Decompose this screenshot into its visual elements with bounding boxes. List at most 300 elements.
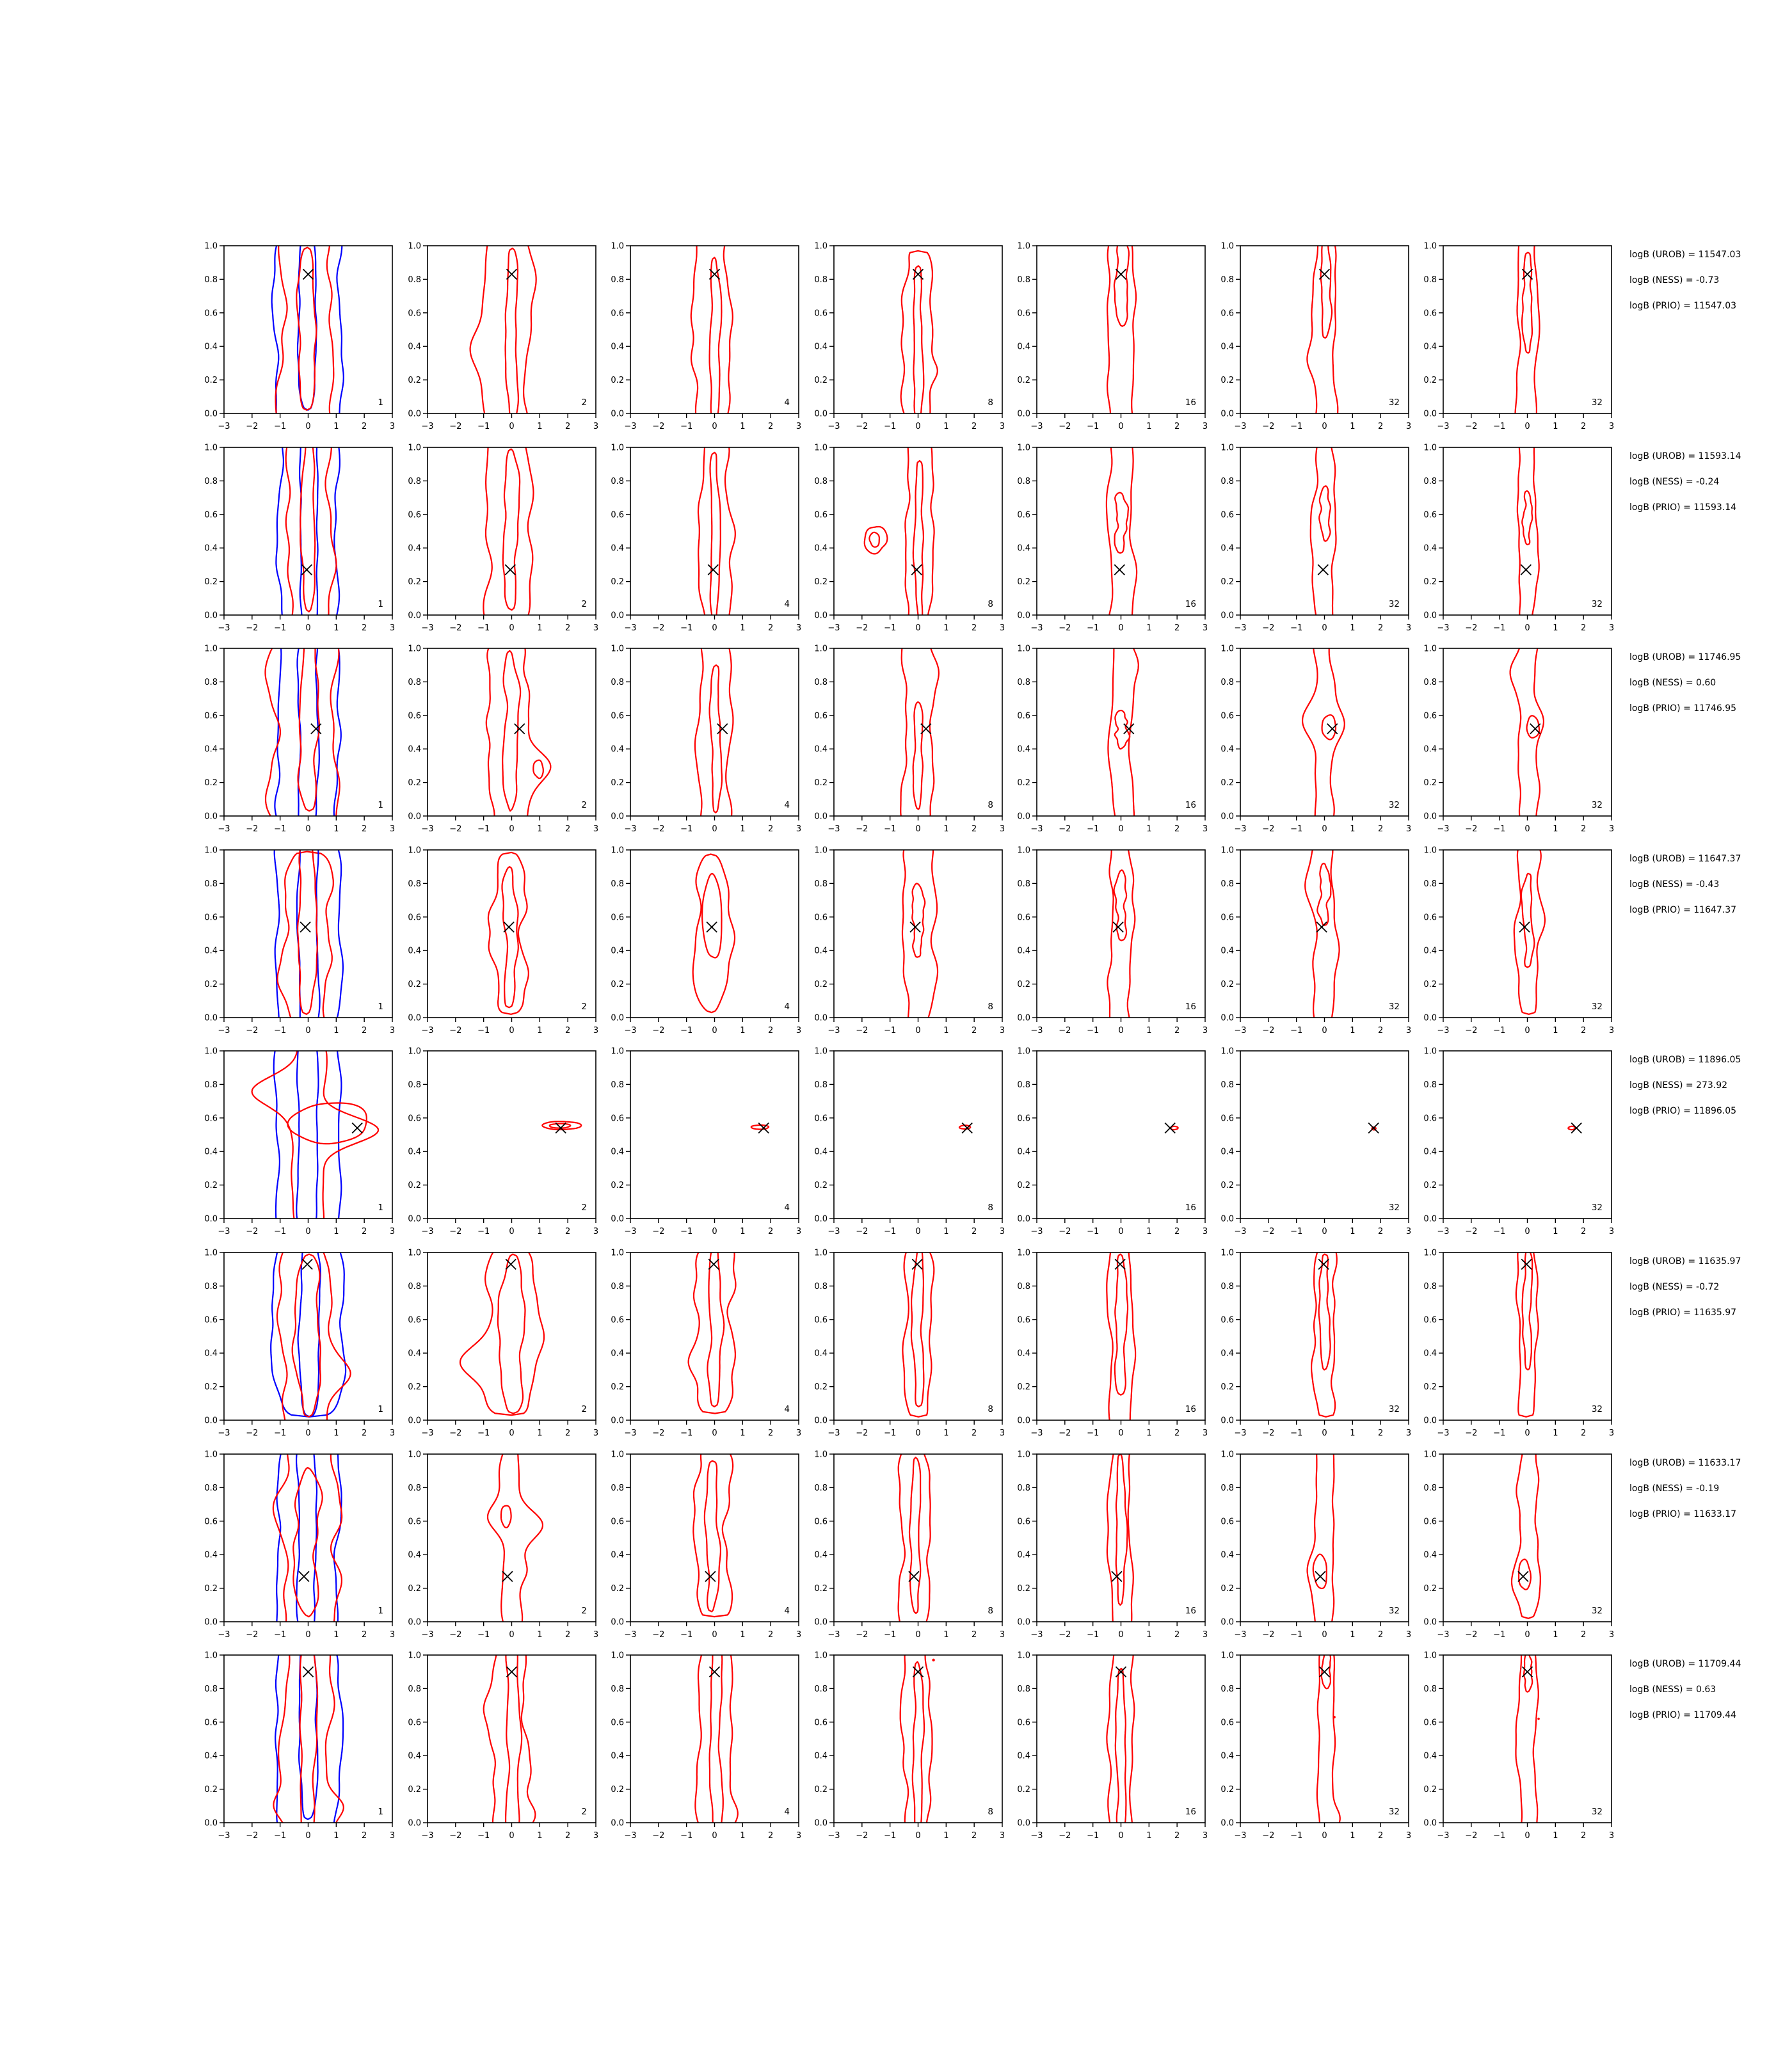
y-tick-label: 0.6	[204, 1718, 218, 1728]
contours-layer	[689, 1245, 736, 1414]
x-tick-label: −1	[1087, 623, 1100, 633]
y-tick-label: 1.0	[1017, 644, 1030, 654]
x-tick-label: −1	[680, 1428, 693, 1438]
subplot-r5-c5	[1006, 1043, 1214, 1242]
x-tick-label: −1	[1493, 1629, 1506, 1640]
y-tick-label: 0.0	[204, 409, 218, 419]
subplot-r6-c2	[397, 1245, 605, 1443]
contours-layer	[1514, 843, 1545, 1014]
x-tick-label: 3	[1608, 824, 1615, 835]
y-tick-label: 1.0	[813, 1248, 828, 1258]
y-tick-label: 1.0	[407, 845, 421, 856]
contour-red	[1512, 1446, 1540, 1619]
x-marker	[1315, 1571, 1325, 1581]
y-tick-label: 0.8	[1220, 1080, 1234, 1091]
y-tick-label: 0.6	[1220, 1114, 1234, 1124]
contour-red	[292, 1254, 321, 1417]
x-tick-label: 3	[1405, 1428, 1411, 1438]
y-tick-label: 0.8	[813, 275, 828, 285]
x-tick-label: −2	[1465, 1025, 1478, 1036]
subplot-r6-c6	[1210, 1245, 1418, 1443]
y-tick-label: 0.6	[1017, 913, 1030, 923]
x-tick-label: −1	[1290, 623, 1302, 633]
y-tick-label: 0.4	[407, 342, 421, 352]
x-tick-label: −2	[246, 1227, 259, 1237]
x-tick-label: −1	[274, 1227, 287, 1237]
x-tick-label: 1	[1553, 1025, 1558, 1036]
x-tick-label: −1	[477, 422, 490, 431]
y-tick-label: 0.4	[1220, 543, 1234, 554]
y-tick-label: 0.4	[204, 543, 218, 554]
y-tick-label: 0.6	[1017, 1718, 1030, 1728]
contour-red	[695, 641, 733, 829]
y-tick-label: 1.0	[407, 241, 421, 252]
y-tick-label: 0.8	[1423, 1483, 1437, 1493]
axes-box	[1443, 246, 1612, 413]
contour-red	[497, 1254, 525, 1414]
y-tick-label: 1.0	[204, 1450, 218, 1460]
logb-ness-label: logB (NESS) = 0.60	[1629, 678, 1716, 689]
y-tick-label: 0.8	[1423, 1080, 1437, 1091]
y-tick-label: 1.0	[1017, 1046, 1030, 1057]
x-tick-label: 2	[1377, 422, 1383, 431]
x-tick-label: 0	[305, 1428, 311, 1438]
x-tick-label: 0	[508, 1428, 515, 1438]
y-tick-label: 0.8	[1220, 275, 1234, 285]
x-tick-label: 2	[1581, 1428, 1587, 1438]
x-tick-label: −1	[883, 824, 896, 835]
x-tick-label: −2	[1261, 1629, 1274, 1640]
axes-box	[1240, 1655, 1409, 1823]
contour-blue	[272, 238, 344, 436]
x-tick-label: 2	[564, 1831, 570, 1841]
y-tick-label: 0.0	[1423, 409, 1437, 419]
y-tick-label: 0.2	[407, 376, 421, 386]
x-tick-label: −3	[1233, 1428, 1247, 1438]
contours-layer	[488, 1447, 543, 1631]
particle-count-label: 32	[1591, 1404, 1603, 1414]
y-tick-label: 0.0	[1017, 1617, 1030, 1628]
x-tick-label: −3	[1030, 1629, 1043, 1640]
x-tick-label: −2	[855, 422, 868, 431]
subplot-r4-c7	[1412, 842, 1620, 1041]
subplot-r1-c2	[397, 238, 605, 436]
particle-count-label: 32	[1388, 1001, 1400, 1012]
y-tick-label: 0.6	[204, 308, 218, 319]
x-tick-label: 1	[1146, 1428, 1152, 1438]
y-tick-label: 1.0	[1220, 1651, 1234, 1661]
x-tick-label: 1	[740, 1629, 746, 1640]
contour-red	[486, 641, 550, 826]
x-tick-label: 3	[1405, 1227, 1411, 1237]
x-tick-label: 3	[796, 1831, 802, 1841]
y-tick-label: 0.0	[1423, 1617, 1437, 1628]
y-tick-label: 1.0	[813, 644, 828, 654]
x-tick-label: −2	[855, 1831, 868, 1841]
x-tick-label: 3	[1608, 422, 1615, 431]
subplot-r8-c7	[1412, 1647, 1620, 1846]
y-tick-label: 0.2	[1423, 1583, 1437, 1594]
x-tick-label: 0	[915, 1227, 921, 1237]
y-tick-label: 1.0	[204, 241, 218, 252]
y-tick-label: 0.2	[407, 979, 421, 989]
x-marker	[504, 922, 514, 932]
contour-red	[912, 883, 925, 957]
contour-red	[900, 1647, 932, 1836]
subplot-r6-c4	[803, 1245, 1011, 1443]
x-tick-label: −1	[680, 824, 693, 835]
y-tick-label: 0.4	[611, 1751, 624, 1761]
contour-blue	[275, 1647, 343, 1843]
y-tick-label: 0.0	[204, 1617, 218, 1628]
y-tick-label: 1.0	[1423, 1046, 1437, 1057]
x-tick-label: 3	[796, 1428, 802, 1438]
x-tick-label: 2	[1174, 1227, 1180, 1237]
logb-prio-label: logB (PRIO) = 11896.05	[1629, 1106, 1737, 1117]
x-tick-label: 1	[1146, 1227, 1152, 1237]
y-tick-label: 0.0	[813, 1818, 828, 1828]
x-tick-label: −1	[1493, 623, 1506, 633]
x-tick-label: 3	[1202, 422, 1208, 431]
y-tick-label: 0.2	[611, 979, 624, 989]
logb-urob-label: logB (UROB) = 11633.17	[1629, 1457, 1741, 1468]
x-tick-label: 2	[1581, 824, 1587, 835]
y-tick-label: 0.8	[204, 1080, 218, 1091]
y-tick-label: 0.0	[204, 1416, 218, 1426]
y-tick-label: 1.0	[1220, 1248, 1234, 1258]
y-tick-label: 0.8	[204, 1684, 218, 1695]
y-tick-label: 0.8	[407, 275, 421, 285]
y-tick-label: 0.6	[407, 1718, 421, 1728]
x-tick-label: 2	[768, 824, 774, 835]
x-tick-label: 3	[1202, 1629, 1208, 1640]
x-tick-label: 3	[796, 422, 802, 431]
y-tick-label: 0.2	[813, 577, 828, 587]
x-tick-label: 3	[593, 623, 598, 633]
axes-box	[1240, 1252, 1409, 1420]
y-tick-label: 0.0	[1017, 812, 1030, 822]
y-tick-label: 0.0	[1423, 812, 1437, 822]
y-tick-label: 0.4	[813, 342, 828, 352]
x-tick-label: 2	[1377, 824, 1383, 835]
y-tick-label: 0.6	[1220, 509, 1234, 520]
y-tick-label: 0.0	[1220, 1818, 1234, 1828]
particle-count-label: 16	[1185, 1807, 1196, 1818]
x-tick-label: −3	[420, 824, 434, 835]
y-tick-label: 0.6	[1423, 1718, 1437, 1728]
particle-count-label: 32	[1591, 1605, 1603, 1616]
subplot-r8-c1	[193, 1647, 401, 1846]
x-tick-label: 2	[362, 1428, 367, 1438]
contour-red	[898, 1446, 930, 1632]
contour-red	[274, 1647, 344, 1839]
y-tick-label: 0.8	[611, 879, 624, 889]
x-marker	[303, 1667, 314, 1677]
logb-ness-label: logB (NESS) = -0.73	[1629, 275, 1720, 285]
subplot-r4-c1	[193, 842, 401, 1041]
x-tick-label: −1	[1087, 1227, 1100, 1237]
x-tick-label: 3	[1608, 1025, 1615, 1036]
x-tick-label: 0	[508, 422, 515, 431]
axes-box	[1443, 1051, 1612, 1219]
y-tick-label: 0.2	[813, 1382, 828, 1393]
contour-red	[702, 874, 721, 957]
axes-box	[428, 1051, 596, 1219]
y-tick-label: 0.0	[1423, 1013, 1437, 1023]
x-tick-label: −1	[680, 1025, 693, 1036]
x-marker	[1571, 1123, 1581, 1133]
x-tick-label: −2	[246, 1025, 259, 1036]
x-tick-label: −2	[1059, 422, 1071, 431]
y-tick-label: 0.4	[813, 744, 828, 755]
contour-red	[500, 1505, 511, 1527]
y-tick-label: 0.8	[1220, 879, 1234, 889]
y-tick-label: 0.8	[204, 678, 218, 688]
x-tick-label: −2	[449, 1831, 461, 1841]
y-tick-label: 0.0	[611, 409, 624, 419]
y-tick-label: 0.6	[813, 1718, 828, 1728]
x-tick-label: 1	[943, 1025, 948, 1036]
contours-layer	[1307, 238, 1338, 430]
x-tick-label: −3	[420, 1831, 434, 1841]
contours-layer	[1107, 238, 1136, 430]
axes-box	[428, 648, 596, 816]
x-tick-label: −3	[218, 422, 230, 431]
x-tick-label: −3	[624, 1227, 637, 1237]
contour-red	[911, 1247, 924, 1407]
contour-red	[488, 852, 528, 1014]
x-tick-label: −1	[274, 1025, 287, 1036]
x-tick-label: 0	[508, 1227, 515, 1237]
x-tick-label: −2	[449, 422, 461, 431]
y-tick-label: 1.0	[1423, 1450, 1437, 1460]
y-tick-label: 0.2	[813, 778, 828, 788]
contours-layer	[1307, 1446, 1334, 1632]
x-marker	[717, 724, 728, 734]
x-tick-label: 1	[740, 1428, 746, 1438]
subplot-r8-c2	[397, 1647, 605, 1846]
x-tick-label: −2	[652, 1428, 665, 1438]
y-tick-label: 0.8	[1423, 476, 1437, 486]
x-tick-label: 1	[1349, 623, 1355, 633]
x-tick-label: 1	[1349, 1025, 1355, 1036]
contour-red	[1310, 440, 1336, 625]
x-tick-label: −3	[827, 422, 840, 431]
x-tick-label: 2	[362, 1831, 367, 1841]
x-tick-label: 3	[1405, 623, 1411, 633]
x-tick-label: 1	[943, 824, 948, 835]
x-tick-label: −3	[1437, 1025, 1450, 1036]
axes-box	[1240, 1051, 1409, 1219]
x-tick-label: 2	[1377, 623, 1383, 633]
y-tick-label: 0.6	[1017, 509, 1030, 520]
logb-urob-label: logB (UROB) = 11709.44	[1629, 1659, 1741, 1670]
y-tick-label: 0.2	[813, 1583, 828, 1594]
y-tick-label: 0.6	[204, 1516, 218, 1526]
x-tick-label: −2	[246, 824, 259, 835]
x-tick-label: −1	[1290, 1227, 1302, 1237]
x-tick-label: −1	[883, 1629, 896, 1640]
contours-layer	[1517, 440, 1539, 625]
x-tick-label: 3	[1608, 1227, 1615, 1237]
x-tick-label: −3	[1233, 623, 1247, 633]
axes-box	[1240, 246, 1409, 413]
axes-box	[428, 1252, 596, 1420]
x-tick-label: 1	[1349, 1428, 1355, 1438]
y-tick-label: 0.6	[407, 509, 421, 520]
contour-red	[1516, 1647, 1539, 1839]
y-tick-label: 0.0	[1423, 611, 1437, 621]
x-tick-label: −2	[1059, 1831, 1071, 1841]
y-tick-label: 0.4	[1423, 1348, 1437, 1359]
contour-red	[913, 461, 923, 622]
y-tick-label: 0.4	[407, 1148, 421, 1158]
y-tick-label: 0.2	[204, 577, 218, 587]
y-tick-label: 1.0	[1220, 644, 1234, 654]
y-tick-label: 0.2	[1423, 778, 1437, 788]
x-tick-label: −1	[883, 1227, 896, 1237]
axes-box	[1037, 246, 1205, 413]
x-tick-label: 1	[1146, 1831, 1152, 1841]
subplot-r4-c2	[397, 842, 605, 1041]
y-tick-label: 0.0	[1220, 1013, 1234, 1023]
subplot-r3-c7	[1412, 641, 1620, 839]
y-tick-label: 1.0	[1017, 241, 1030, 252]
x-tick-label: −3	[624, 1629, 637, 1640]
x-tick-label: −3	[1030, 623, 1043, 633]
particle-count-label: 4	[784, 598, 790, 609]
contour-red	[1318, 1254, 1330, 1370]
x-tick-label: 3	[1405, 1831, 1411, 1841]
x-tick-label: 0	[508, 824, 515, 835]
y-tick-label: 0.6	[407, 711, 421, 721]
y-tick-label: 0.4	[1220, 1148, 1234, 1158]
x-tick-label: −3	[218, 623, 230, 633]
x-marker	[505, 564, 515, 575]
x-marker	[300, 922, 310, 932]
y-tick-label: 1.0	[611, 644, 624, 654]
particle-count-label: 2	[580, 598, 587, 609]
x-tick-label: 1	[1146, 1025, 1152, 1036]
y-tick-label: 1.0	[204, 1248, 218, 1258]
y-tick-label: 0.8	[204, 1281, 218, 1292]
subplot-r6-c3	[600, 1245, 808, 1443]
x-tick-label: 0	[712, 1025, 717, 1036]
x-tick-label: 0	[1321, 1025, 1327, 1036]
contour-red	[298, 641, 319, 811]
contour-blue	[276, 440, 340, 635]
y-tick-label: 0.2	[813, 979, 828, 989]
particle-count-label: 8	[987, 1203, 993, 1213]
y-tick-label: 0.0	[204, 1214, 218, 1224]
x-tick-label: 3	[1202, 1831, 1208, 1841]
x-tick-label: −1	[477, 1428, 490, 1438]
x-marker	[1319, 1667, 1329, 1677]
x-tick-label: 0	[305, 1025, 311, 1036]
y-tick-label: 0.8	[1017, 1483, 1030, 1493]
axes-box	[428, 246, 596, 413]
x-tick-label: −1	[883, 422, 896, 431]
annotation-row-8	[1629, 1659, 1789, 1742]
y-tick-label: 1.0	[1017, 845, 1030, 856]
axes-box	[428, 447, 596, 615]
y-tick-label: 0.4	[407, 1348, 421, 1359]
x-tick-label: 1	[1146, 422, 1152, 431]
contour-red	[710, 452, 721, 623]
x-tick-label: 1	[740, 1831, 746, 1841]
contours-layer	[900, 1647, 934, 1836]
y-tick-label: 0.4	[813, 1550, 828, 1560]
y-tick-label: 0.0	[813, 1214, 828, 1224]
x-tick-label: −1	[1493, 422, 1506, 431]
x-tick-label: 2	[1581, 1831, 1587, 1841]
contours-layer	[695, 641, 733, 829]
y-tick-label: 0.0	[1423, 1818, 1437, 1828]
contour-red	[488, 1447, 543, 1631]
y-tick-label: 1.0	[407, 1651, 421, 1661]
y-tick-label: 0.6	[611, 913, 624, 923]
x-tick-label: −2	[1465, 422, 1478, 431]
logb-prio-label: logB (PRIO) = 11593.14	[1629, 502, 1737, 513]
particle-count-label: 4	[784, 1404, 790, 1414]
contour-dot	[932, 1659, 934, 1661]
y-tick-label: 0.2	[1017, 577, 1030, 587]
x-tick-label: 0	[1118, 422, 1124, 431]
y-tick-label: 1.0	[1220, 443, 1234, 453]
contours-layer	[898, 1446, 930, 1632]
y-tick-label: 1.0	[1423, 443, 1437, 453]
x-tick-label: 2	[1581, 1227, 1587, 1237]
y-tick-label: 1.0	[1017, 1450, 1030, 1460]
y-tick-label: 0.6	[1017, 711, 1030, 721]
x-tick-label: 1	[740, 824, 746, 835]
y-tick-label: 1.0	[407, 443, 421, 453]
x-tick-label: 1	[943, 1831, 948, 1841]
y-tick-label: 0.4	[1017, 1348, 1030, 1359]
x-tick-label: 2	[768, 1831, 774, 1841]
y-tick-label: 0.4	[1220, 744, 1234, 755]
y-tick-label: 0.8	[813, 678, 828, 688]
x-tick-label: −2	[652, 623, 665, 633]
contour-red	[1107, 1647, 1134, 1836]
subplot-r2-c4	[803, 440, 1011, 638]
contour-blue	[296, 1043, 318, 1232]
y-tick-label: 0.4	[1220, 342, 1234, 352]
y-tick-label: 0.8	[204, 275, 218, 285]
x-tick-label: 0	[915, 824, 921, 835]
contours-layer	[483, 1647, 535, 1836]
particle-count-label: 4	[784, 1807, 790, 1818]
contours-layer	[691, 238, 733, 430]
contour-red	[1522, 491, 1532, 545]
x-tick-label: 0	[305, 824, 311, 835]
contour-red	[1521, 873, 1535, 967]
y-tick-label: 0.6	[611, 1718, 624, 1728]
x-tick-label: −3	[827, 623, 840, 633]
y-tick-label: 0.4	[204, 744, 218, 755]
x-tick-label: 0	[915, 1629, 921, 1640]
y-tick-label: 0.4	[1423, 946, 1437, 956]
x-tick-label: 3	[1202, 1025, 1208, 1036]
axes-box	[630, 1655, 799, 1823]
contours-layer	[1107, 440, 1137, 632]
x-tick-label: −1	[883, 623, 896, 633]
x-tick-label: −2	[1059, 1428, 1071, 1438]
y-tick-label: 1.0	[1220, 845, 1234, 856]
x-tick-label: 0	[712, 824, 717, 835]
x-tick-label: 1	[1349, 1227, 1355, 1237]
y-tick-label: 0.4	[813, 946, 828, 956]
